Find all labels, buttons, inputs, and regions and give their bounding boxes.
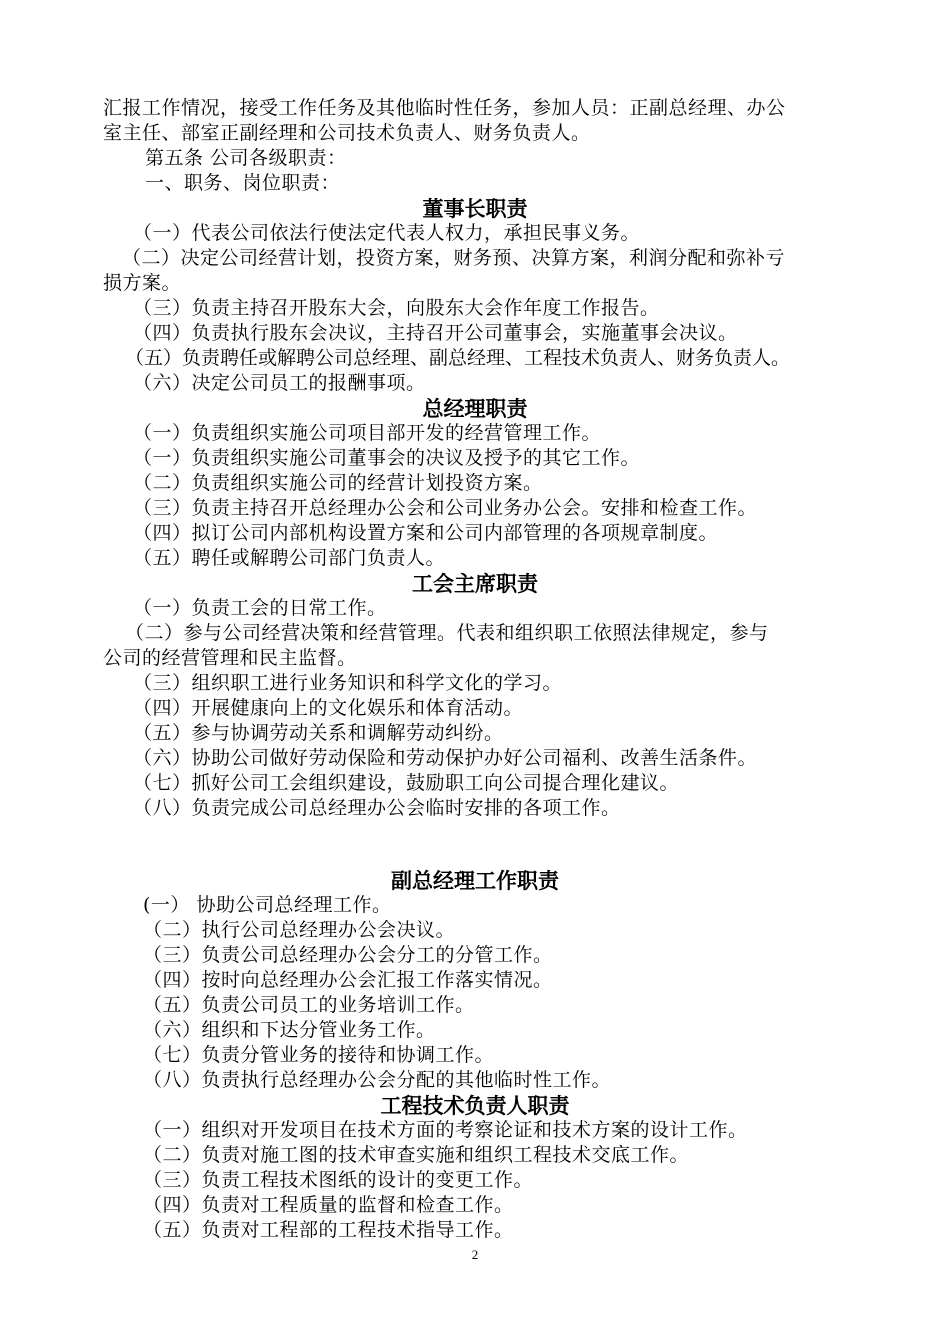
vgm-item: （三）负责公司总经理办公会分工的分管工作。 xyxy=(143,944,553,966)
eng-item: （四）负责对工程质量的监督和检查工作。 xyxy=(143,1194,514,1216)
vgm-item: （五）负责公司员工的业务培训工作。 xyxy=(143,994,475,1016)
chairman-heading: 董事长职责 xyxy=(422,197,528,221)
chairman-item: （二）决定公司经营计划，投资方案，财务预、决算方案，利润分配和弥补亏 xyxy=(122,247,786,269)
union-item: （一）负责工会的日常工作。 xyxy=(133,597,387,619)
union-item: （四）开展健康向上的文化娱乐和体育活动。 xyxy=(133,697,524,719)
vgm-item: （六）组织和下达分管业务工作。 xyxy=(143,1019,436,1041)
union-item: （六）协助公司做好劳动保险和劳动保护办好公司福利、改善生活条件。 xyxy=(133,747,758,769)
chairman-item: （四）负责执行股东会决议，主持召开公司董事会，实施董事会决议。 xyxy=(133,322,738,344)
gm-item: （二）负责组织实施公司的经营计划投资方案。 xyxy=(133,472,543,494)
vgm-item: （七）负责分管业务的接待和协调工作。 xyxy=(143,1044,495,1066)
intro-line-2: 室主任、部室正副经理和公司技术负责人、财务负责人。 xyxy=(103,122,591,144)
vgm-item: （四）按时向总经理办公会汇报工作落实情况。 xyxy=(143,969,553,991)
gm-heading: 总经理职责 xyxy=(422,397,528,421)
gm-item: （三）负责主持召开总经理办公会和公司业务办公会。安排和检查工作。 xyxy=(133,497,758,519)
chairman-item: （三）负责主持召开股东大会，向股东大会作年度工作报告。 xyxy=(133,297,660,319)
union-heading: 工会主席职责 xyxy=(412,572,538,596)
eng-item: （五）负责对工程部的工程技术指导工作。 xyxy=(143,1219,514,1241)
eng-heading: 工程技术负责人职责 xyxy=(380,1094,570,1118)
gm-item: （一）负责组织实施公司项目部开发的经营管理工作。 xyxy=(133,422,602,444)
page-number: 2 xyxy=(471,1247,479,1262)
gm-item: （四）拟订公司内部机构设置方案和公司内部管理的各项规章制度。 xyxy=(133,522,719,544)
vgm-item: （八）负责执行总经理办公会分配的其他临时性工作。 xyxy=(143,1069,612,1091)
union-item: （二）参与公司经营决策和经营管理。代表和组织职工依照法律规定，参与 xyxy=(125,622,769,644)
eng-item: （一）组织对开发项目在技术方面的考察论证和技术方案的设计工作。 xyxy=(143,1119,748,1141)
subsection-one: 一、职务、岗位职责： xyxy=(145,172,341,194)
vgm-item: (一） 协助公司总经理工作。 xyxy=(143,894,392,916)
union-item: 公司的经营管理和民主监督。 xyxy=(103,647,357,669)
vgm-heading: 副总经理工作职责 xyxy=(391,869,559,893)
chairman-item: （六）决定公司员工的报酬事项。 xyxy=(133,372,426,394)
eng-item: （二）负责对施工图的技术审查实施和组织工程技术交底工作。 xyxy=(143,1144,690,1166)
union-item: （八）负责完成公司总经理办公会临时安排的各项工作。 xyxy=(133,797,621,819)
vgm-item: （二）执行公司总经理办公会决议。 xyxy=(143,919,456,941)
gm-item: （一）负责组织实施公司董事会的决议及授予的其它工作。 xyxy=(133,447,641,469)
article-five: 第五条 公司各级职责： xyxy=(145,147,347,169)
chairman-item: 损方案。 xyxy=(103,272,182,294)
eng-item: （三）负责工程技术图纸的设计的变更工作。 xyxy=(143,1169,534,1191)
chairman-item: （一）代表公司依法行使法定代表人权力，承担民事义务。 xyxy=(133,222,641,244)
chairman-item: （五）负责聘任或解聘公司总经理、副总经理、工程技术负责人、财务负责人。 xyxy=(125,347,791,369)
gm-item: （五）聘任或解聘公司部门负责人。 xyxy=(133,547,446,569)
union-item: （七）抓好公司工会组织建设，鼓励职工向公司提合理化建议。 xyxy=(133,772,680,794)
intro-line-1: 汇报工作情况，接受工作任务及其他临时性任务，参加人员：正副总经理、办公 xyxy=(103,97,786,119)
union-item: （五）参与协调劳动关系和调解劳动纠纷。 xyxy=(133,722,504,744)
union-item: （三）组织职工进行业务知识和科学文化的学习。 xyxy=(133,672,563,694)
